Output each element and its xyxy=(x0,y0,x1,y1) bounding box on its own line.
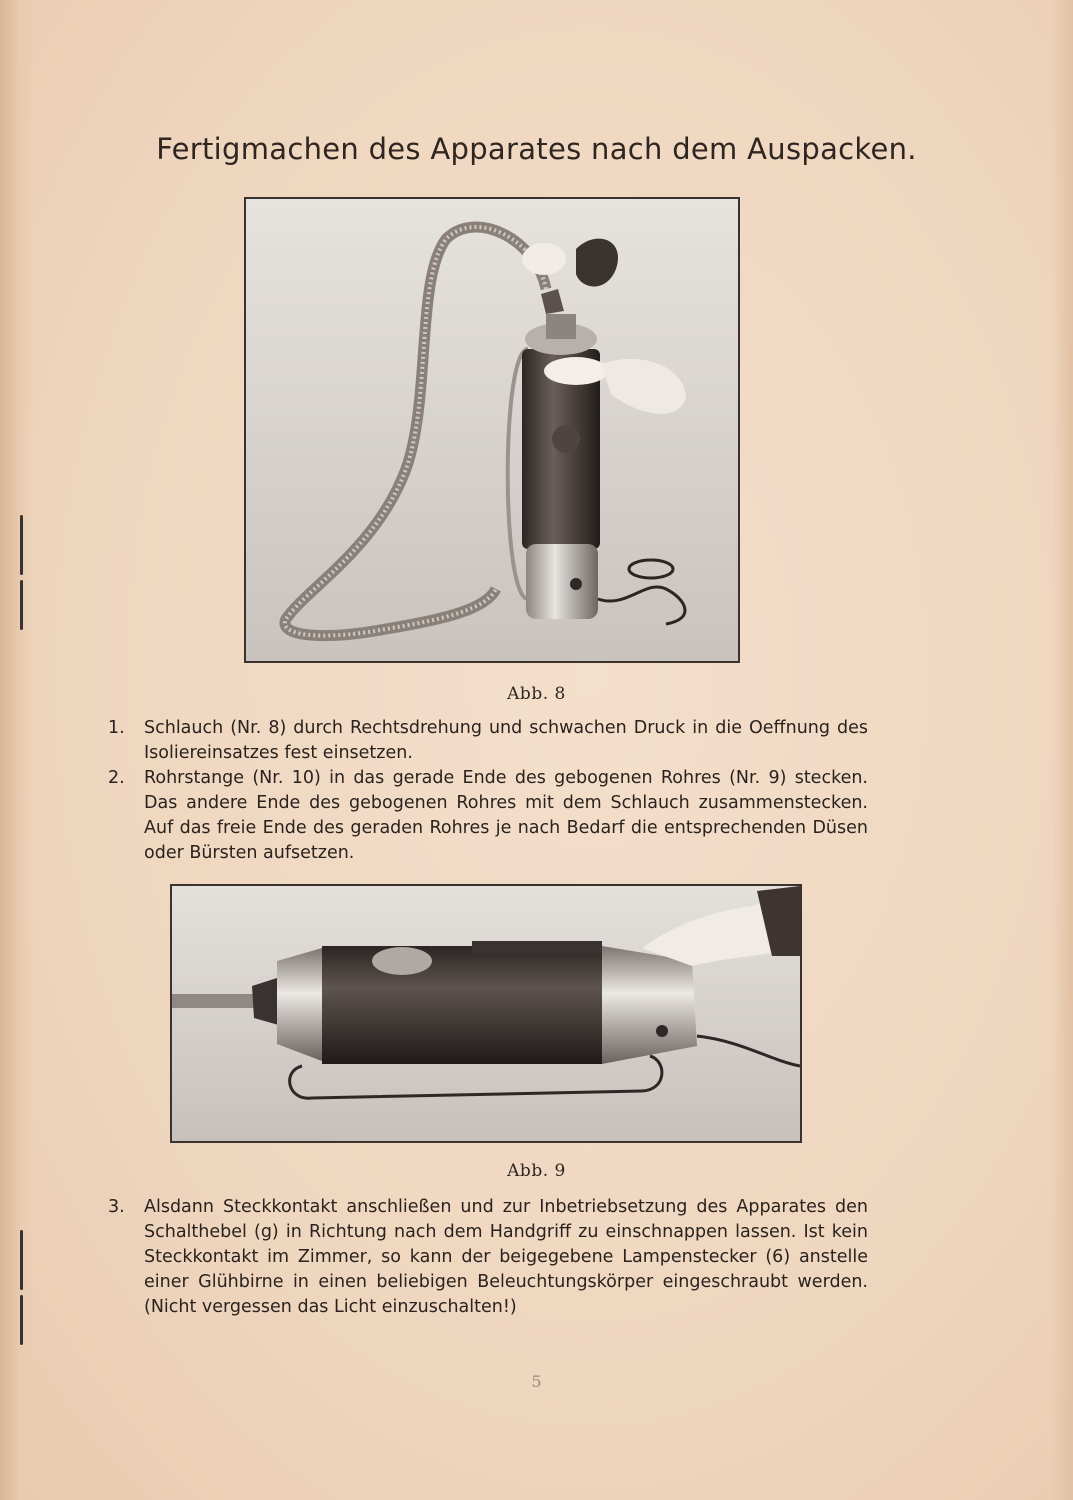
figure-8-caption: Abb. 8 xyxy=(507,684,566,704)
step-text: Schlauch (Nr. 8) durch Rechtsdrehung und schwachen Druck in die Oeffnung des Isoliereinsatzes fest einsetzen. xyxy=(144,718,868,763)
step-text: Rohrstange (Nr. 10) in das gerade Ende des gebogenen Rohres (Nr. 9) stecken. Das andere Ende des gebogenen Rohres mit dem Schlauch zusammenstecken. Auf das freie Ende des geraden Rohres je nach Bedarf die entsprechenden Düsen oder Bürsten aufsetzen. xyxy=(144,768,868,863)
step-1 xyxy=(108,716,868,766)
steps-block-2 xyxy=(108,1195,868,1320)
steps-block-1 xyxy=(108,716,868,866)
binding-staple xyxy=(20,580,23,630)
figure-9-caption: Abb. 9 xyxy=(507,1161,566,1181)
step-number: 2. xyxy=(108,768,125,788)
step-number: 3. xyxy=(108,1197,125,1217)
binding-staple xyxy=(20,1295,23,1345)
page-edge-shadow xyxy=(1051,0,1073,1500)
page-number: 5 xyxy=(531,1372,542,1391)
binding-staple xyxy=(20,1230,23,1290)
step-2 xyxy=(108,766,868,866)
figure-8-photo xyxy=(244,197,740,663)
page-title: Fertigmachen des Apparates nach dem Auspacken. xyxy=(156,132,917,166)
step-3 xyxy=(108,1195,868,1320)
binding-shadow xyxy=(0,0,34,1500)
step-number: 1. xyxy=(108,718,125,738)
figure-9-photo xyxy=(170,884,802,1143)
binding-staple xyxy=(20,515,23,575)
step-text: Alsdann Steckkontakt anschließen und zur Inbetriebsetzung des Apparates den Schalthebel (g) in Richtung nach dem Handgriff zu einschnappen lassen. Ist kein Steckkontakt im Zimmer, so kann der beigegebene Lampenstecker (6) anstelle einer Glühbirne in einen beliebigen Beleuchtungskörper eingeschraubt werden. (Nicht vergessen das Licht einzuschalten!) xyxy=(144,1197,868,1317)
